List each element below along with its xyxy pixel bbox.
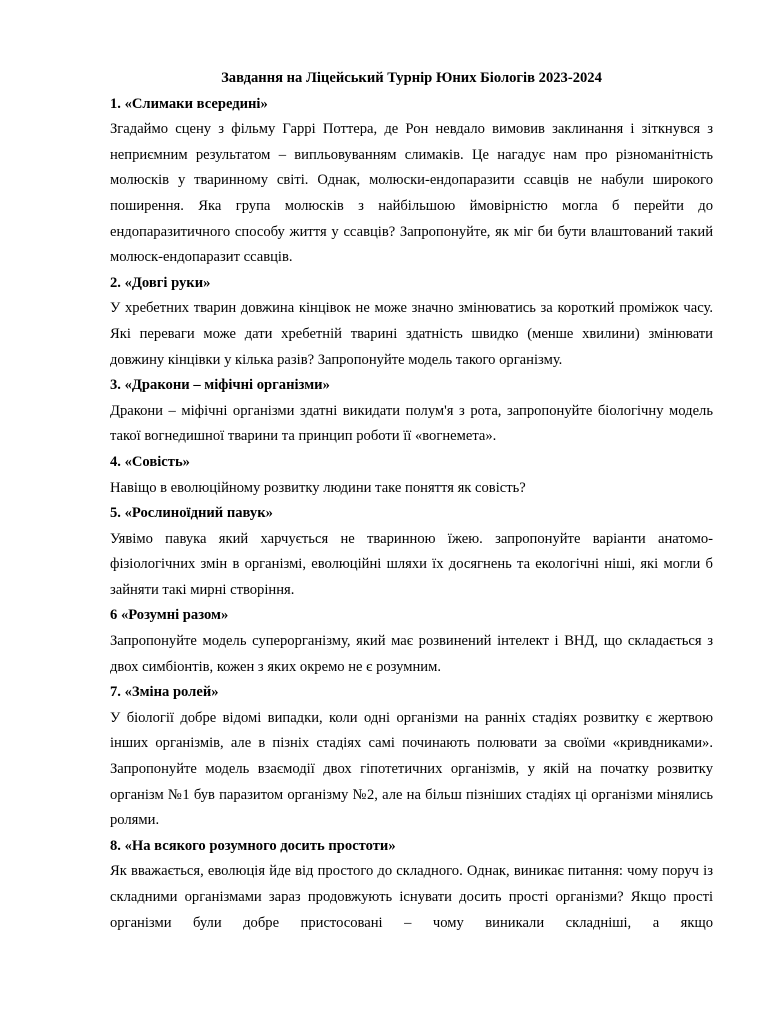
task-7-heading: 7. «Зміна ролей» (110, 684, 219, 701)
task-8-text: Як вважається, еволюція йде від простого до складного. Однак, виникає питання: чому поруч із складними організмами зараз продовжують існувати досить прості організми? Якщо прості організми були добре пристосовані – чому виникали складніші, а якщо (110, 863, 713, 931)
task-5-heading: 5. «Рослиноїдний павук» (110, 505, 273, 522)
task-6-text: Запропонуйте модель суперорганізму, який має розвинений інтелект і ВНД, що складається з двох симбіонтів, кожен з яких окремо не є розумним. (110, 633, 713, 675)
task-1-text: Згадаймо сцену з фільму Гаррі Поттера, де Рон невдало вимовив заклинання і зіткнувся з неприємним результатом – випльовуванням слимаків. Це нагадує нам про різноманітність молюсків у тваринному світі. Однак, молюски-ендопаразити ссавців не набули широкого поширення. Яка група молюсків з найбільшою ймовірністю могла б перейти до ендопаразитичного способу життя у ссавців? Запропонуйте, як міг би бути влаштований такий молюск-ендопаразит ссавців. (110, 121, 713, 266)
task-3-text: Дракони – міфічні організми здатні викидати полум'я з рота, запропонуйте біологічну модель такої вогнедишної тварини та принцип роботи її «вогнемета». (110, 402, 713, 445)
document-page (110, 66, 713, 936)
task-8-heading: 8. «На всякого розумного досить простоти» (110, 837, 396, 854)
page-title: Завдання на Ліцейський Турнір Юних Біологів 2023-2024 (221, 70, 602, 86)
task-2-text: У хребетних тварин довжина кінцівок не може значно змінюватись за короткий проміжок часу. Які переваги може дати хребетній тварині здатність швидко (менше хвилини) змінювати довжину кінцівки у кілька разів? Запропонуйте модель такого організму. (110, 300, 713, 368)
task-7-text: У біології добре відомі випадки, коли одні організми на ранніх стадіях розвитку є жертвою інших організмів, але в пізніх стадіях самі починають полювати за своїми «кривдниками». Запропонуйте модель взаємодії двох гіпотетичних організмів, у якій на початку розвитку організм №1 був паразитом організму №2, але на більш пізніших стадіях ці організми мінялись ролями. (110, 709, 713, 829)
task-1-heading: 1. «Слимаки всередині» (110, 95, 268, 112)
task-2-heading: 2. «Довгі руки» (110, 274, 211, 291)
task-4-text: Навіщо в еволюційному розвитку людини таке поняття як совість? (110, 479, 526, 496)
task-3-heading: 3. «Дракони – міфічні організми» (110, 377, 330, 394)
task-6-heading: 6 «Розумні разом» (110, 607, 229, 624)
task-4-heading: 4. «Совість» (110, 453, 190, 470)
task-5-text: Уявімо павука який харчується не тваринною їжею. запропонуйте варіанти анатомо-фізіологічних змін в організмі, еволюційні шляхи їх досягнень та екологічні ніші, які могли б зайняти такі мирні створіння. (110, 530, 713, 598)
